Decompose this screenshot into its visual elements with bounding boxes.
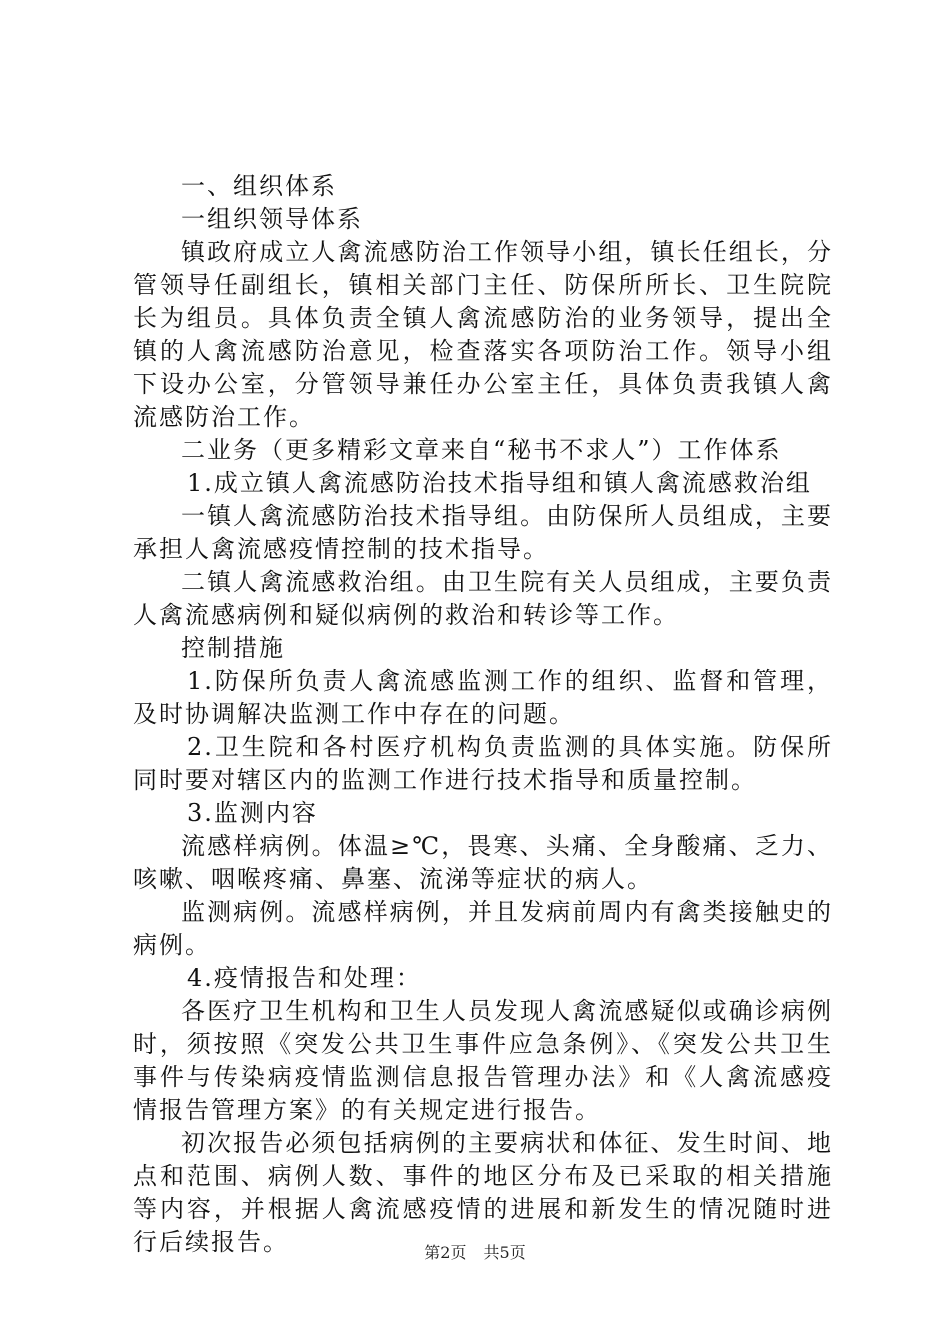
paragraph-initial-report: 初次报告必须包括病例的主要病状和体征、发生时间、地点和范围、病例人数、事件的地区分布及已采取的相关措施等内容，并根据人禽流感疫情的进展和新发生的情况随时进行后续报告。	[133, 1129, 833, 1256]
document-body	[133, 170, 833, 1259]
paragraph-leadership: 镇政府成立人禽流感防治工作领导小组，镇长任组长，分管领导任副组长，镇相关部门主任、防保所所长、卫生院院长为组员。具体负责全镇人禽流感防治的业务领导，提出全镇的人禽流感防治意见，检查落实各项防治工作。领导小组下设办公室，分管领导兼任办公室主任，具体负责我镇人禽流感防治工作。	[133, 238, 833, 431]
subsection-heading-business: 二业务（更多精彩文章来自“秘书不求人”）工作体系	[181, 436, 782, 464]
paragraph-tech-guidance: 一镇人禽流感防治技术指导组。由防保所人员组成，主要承担人禽流感疫情控制的技术指导。	[133, 502, 833, 563]
list-item-control-2: 2.卫生院和各村医疗机构负责监测的具体实施。防保所同时要对辖区内的监测工作进行技术指导和质量控制。	[133, 733, 833, 794]
list-item-1: 1.成立镇人禽流感防治技术指导组和镇人禽流感救治组	[187, 469, 812, 497]
subsection-heading-leadership: 一组织领导体系	[181, 205, 363, 233]
paragraph-monitored-cases: 监测病例。流感样病例，并且发病前周内有禽类接触史的病例。	[133, 898, 833, 959]
section-heading-organization: 一、组织体系	[181, 172, 337, 200]
page-number: 第2页	[424, 1243, 467, 1262]
list-item-control-1: 1.防保所负责人禽流感监测工作的组织、监督和管理，及时协调解决监测工作中存在的问题。	[133, 667, 833, 728]
page-total: 共5页	[483, 1243, 526, 1262]
paragraph-treatment-group: 二镇人禽流感救治组。由卫生院有关人员组成，主要负责人禽流感病例和疑似病例的救治和转诊等工作。	[133, 568, 833, 629]
section-heading-control: 控制措施	[181, 634, 285, 662]
page-footer	[0, 1243, 950, 1263]
list-item-control-3: 3.监测内容	[187, 799, 318, 827]
paragraph-flu-like-cases: 流感样病例。体温≥℃，畏寒、头痛、全身酸痛、乏力、咳嗽、咽喉疼痛、鼻塞、流涕等症状的病人。	[133, 832, 833, 893]
list-item-control-4: 4.疫情报告和处理：	[187, 964, 422, 992]
paragraph-reporting: 各医疗卫生机构和卫生人员发现人禽流感疑似或确诊病例时，须按照《突发公共卫生事件应急条例》、《突发公共卫生事件与传染病疫情监测信息报告管理办法》和《人禽流感疫情报告管理方案》的有关规定进行报告。	[133, 997, 833, 1124]
